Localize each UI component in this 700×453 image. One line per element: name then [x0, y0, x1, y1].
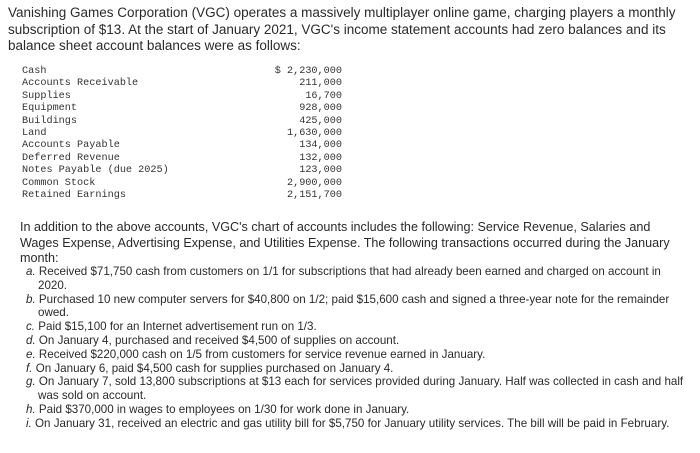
account-amount: 134,000 — [299, 140, 342, 152]
account-name: Supplies — [22, 90, 71, 102]
transaction-letter: e. — [26, 347, 36, 361]
account-amount: 2,900,000 — [286, 177, 342, 189]
account-name: Buildings — [22, 115, 78, 127]
transaction-item — [26, 320, 692, 334]
transaction-text: On January 6, paid $4,500 cash for supplies purchased on January 4. — [35, 361, 394, 375]
account-amount: 2,151,700 — [286, 189, 342, 201]
account-amount: 123,000 — [299, 165, 342, 177]
transaction-item — [26, 334, 692, 348]
account-name: Retained Earnings — [22, 189, 126, 201]
transaction-list — [26, 265, 692, 431]
account-name: Cash — [22, 66, 47, 77]
chart-of-accounts-paragraph: In addition to the above accounts, VGC's chart of accounts includes the following: Service Revenue, Salaries and Wages Expense, Advertising Expense, and Utilities Expense. The following transactions occurred during the January month: — [20, 220, 670, 265]
transaction-item — [26, 417, 692, 431]
transaction-text: Purchased 10 new computer servers for $40,800 on 1/2; paid $15,600 cash and signed a three-year note for the remainder owed. — [38, 292, 670, 320]
transaction-item — [26, 265, 692, 293]
transaction-letter: f. — [26, 361, 33, 375]
balance-list — [22, 66, 342, 202]
transaction-item — [26, 293, 692, 321]
transaction-letter: g. — [26, 375, 36, 389]
transaction-text: On January 31, received an electric and gas utility bill for $5,750 for January utility services. The bill will be paid in February. — [35, 416, 670, 430]
transaction-letter: a. — [26, 265, 36, 278]
transaction-item — [26, 375, 692, 403]
account-name: Deferred Revenue — [22, 152, 120, 164]
balance-row — [22, 140, 342, 152]
account-name: Equipment — [22, 103, 78, 115]
account-amount: 928,000 — [299, 103, 342, 115]
account-amount: 16,700 — [305, 90, 342, 102]
balance-row — [22, 103, 342, 115]
transaction-text: On January 4, purchased and received $4,500 of supplies on account. — [38, 333, 400, 347]
balance-row — [22, 128, 342, 140]
intro-paragraph: Vanishing Games Corporation (VGC) operates a massively multiplayer online game, charging players a monthly subscription of $13. At the start of January 2021, VGC's income statement accounts had zero balances and its balance sheet account balances were as follows: — [8, 5, 676, 53]
transaction-text: Received $71,750 cash from customers on 1/1 for subscriptions that had already been earned and charged on account in 2020. — [38, 265, 661, 292]
transaction-letter: d. — [26, 333, 36, 347]
transaction-letter: i. — [26, 416, 32, 430]
transaction-text: Paid $370,000 in wages to employees on 1/30 for work done in January. — [38, 402, 410, 416]
transaction-text: Paid $15,100 for an Internet advertisement run on 1/3. — [38, 320, 317, 334]
transaction-item — [26, 362, 692, 376]
account-amount: 425,000 — [299, 115, 342, 127]
balance-row — [22, 116, 342, 128]
transaction-letter: c. — [26, 320, 36, 334]
balance-row — [22, 165, 342, 177]
account-name: Accounts Receivable — [22, 78, 139, 90]
account-amount: 211,000 — [299, 78, 342, 90]
transaction-letter: b. — [26, 292, 36, 306]
account-amount: 132,000 — [299, 152, 342, 164]
balance-row — [22, 190, 342, 202]
transaction-item — [26, 403, 692, 417]
balance-row — [22, 91, 342, 103]
balance-row — [22, 178, 342, 190]
balance-row — [22, 153, 342, 165]
account-amount: 1,630,000 — [286, 127, 342, 139]
account-name: Common Stock — [22, 177, 96, 189]
balance-row — [22, 66, 342, 78]
transaction-text: On January 7, sold 13,800 subscriptions at $13 each for services provided during January. Half was collected in cash and half was sold on account. — [38, 375, 684, 403]
balance-row — [22, 78, 342, 90]
account-name: Notes Payable (due 2025) — [22, 165, 169, 177]
account-name: Accounts Payable — [22, 140, 120, 152]
transaction-text: Received $220,000 cash on 1/5 from customers for service revenue earned in January. — [38, 347, 486, 361]
transaction-item — [26, 348, 692, 362]
account-name: Land — [22, 127, 47, 139]
account-amount: $ 2,230,000 — [274, 66, 342, 77]
transaction-letter: h. — [26, 402, 36, 416]
